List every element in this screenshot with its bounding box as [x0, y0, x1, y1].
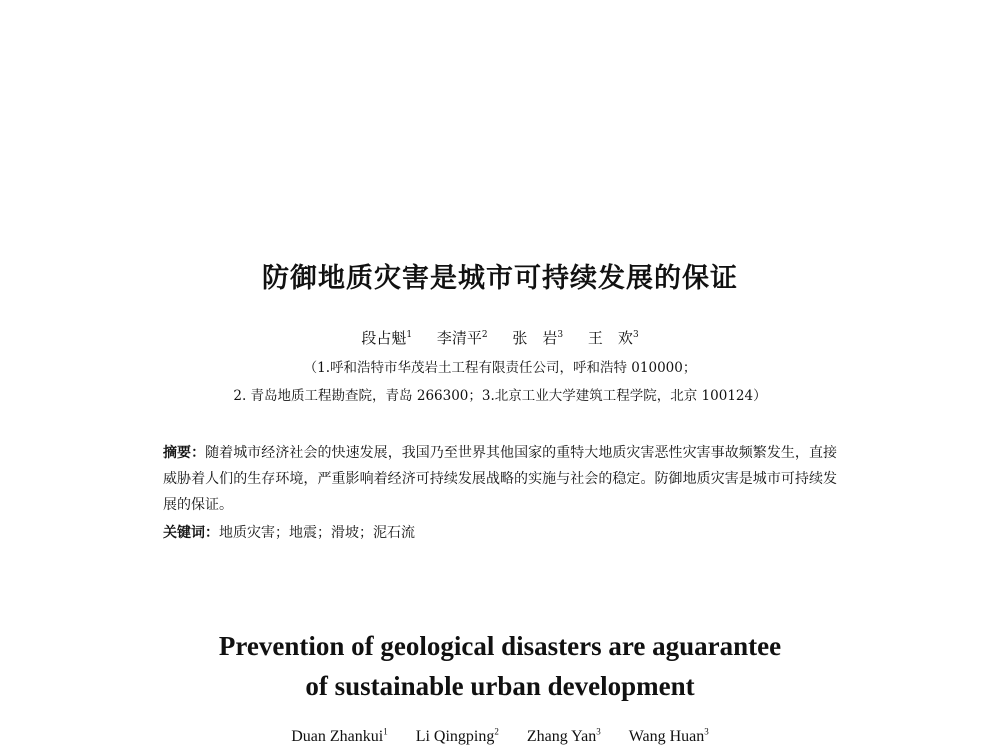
- english-title-line-1: Prevention of geological disasters are aguarantee: [218, 631, 782, 661]
- chinese-title: 防御地质灾害是城市可持续发展的保证: [262, 263, 738, 294]
- author-zh-3: [512, 329, 563, 347]
- author-en-3: [527, 728, 601, 745]
- author-affil-mark: 2: [494, 726, 499, 737]
- english-title: [0, 626, 1000, 706]
- author-zh-4: [588, 329, 639, 347]
- affiliation-line-1: （1.呼和浩特市华茂岩土工程有限责任公司，呼和浩特 010000；: [303, 360, 697, 376]
- english-author-list: [0, 728, 1000, 746]
- abstract-text: 随着城市经济社会的快速发展，我国乃至世界其他国家的重特大地质灾害恶性灾害事故频繁发生，直接威胁着人们的生存环境，严重影响着经济可持续发展战略的实施与社会的稳定。防御地质灾害是城市可持续发展的保证。: [163, 445, 838, 513]
- author-en-4: [629, 728, 709, 745]
- english-title-line-2: of sustainable urban development: [305, 671, 695, 701]
- affiliation-line-2: 2. 青岛地质工程勘查院，青岛 266300；3.北京工业大学建筑工程学院，北京 100124）: [233, 388, 767, 404]
- author-name: 王 欢: [587, 329, 633, 347]
- author-zh-2: [437, 329, 488, 347]
- author-en-1: [291, 728, 387, 745]
- keywords: [163, 522, 837, 542]
- keywords-label: 关键词：: [163, 525, 219, 541]
- author-name: 段占魁: [361, 329, 407, 347]
- abstract-label: 摘要：: [163, 445, 206, 461]
- author-name: 张 岩: [512, 329, 558, 347]
- author-en-2: [416, 728, 499, 745]
- keywords-text: 地质灾害；地震；滑坡；泥石流: [219, 525, 415, 541]
- author-name: Zhang Yan: [526, 728, 597, 745]
- author-affil-mark: 2: [481, 330, 488, 340]
- author-affil-mark: 1: [406, 330, 413, 340]
- chinese-author-list: [0, 327, 1000, 348]
- author-affil-mark: 1: [383, 726, 388, 737]
- author-name: Duan Zhankui: [291, 728, 384, 745]
- author-name: Wang Huan: [628, 728, 705, 745]
- author-name: 李清平: [436, 329, 482, 347]
- author-zh-1: [361, 329, 412, 347]
- author-affil-mark: 3: [704, 726, 709, 737]
- author-affil-mark: 3: [596, 726, 601, 737]
- author-affil-mark: 3: [557, 330, 564, 340]
- abstract: [163, 440, 837, 518]
- author-affil-mark: 3: [632, 330, 639, 340]
- author-name: Li Qingping: [415, 728, 495, 745]
